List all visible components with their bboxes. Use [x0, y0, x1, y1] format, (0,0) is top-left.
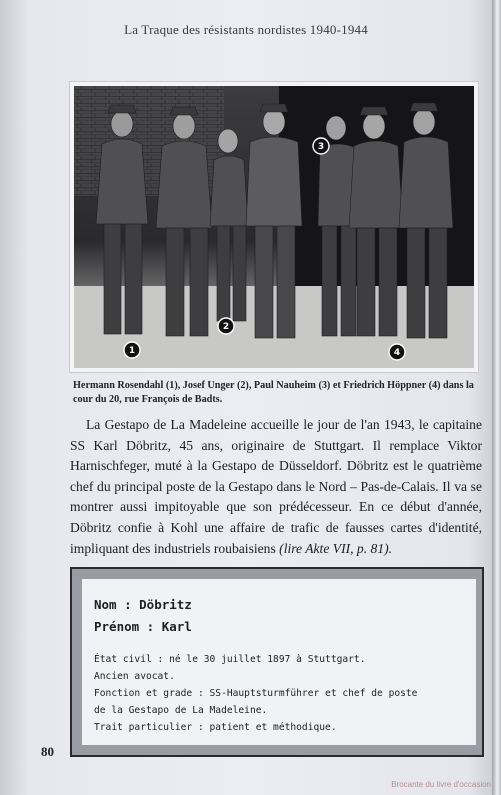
historical-photo — [70, 82, 478, 372]
card-civil-status: État civil : né le 30 juillet 1897 à Stuttgart. — [94, 654, 366, 665]
identity-card — [82, 579, 476, 745]
running-head: La Traque des résistants nordistes 1940-1944 — [124, 22, 368, 37]
group-photo-image — [74, 86, 474, 368]
page-number: 80 — [41, 744, 54, 759]
marker-4-label: 4 — [393, 348, 401, 358]
card-former-job: Ancien avocat. — [94, 671, 175, 682]
marker-1-label: 1 — [128, 346, 136, 356]
card-trait: Trait particulier : patient et méthodique. — [94, 722, 337, 733]
marker-2-label: 2 — [222, 322, 230, 332]
body-text — [70, 415, 482, 559]
identity-card-frame — [70, 567, 484, 757]
card-firstname: Prénom : Karl — [94, 619, 192, 634]
body-paragraph — [70, 415, 482, 559]
card-function-cont: de la Gestapo de La Madeleine. — [94, 705, 268, 716]
card-name: Nom : Döbritz — [94, 597, 192, 612]
photo-caption: Hermann Rosendahl (1), Josef Unger (2), Paul Nauheim (3) et Friedrich Höppner (4) dans la cour du 20, rue François de Badts. — [73, 380, 474, 405]
card-function: Fonction et grade : SS-Hauptsturmführer et chef de poste — [94, 688, 418, 699]
paragraph-text: La Gestapo de La Madeleine accueille le jour de l'an 1943, le capitaine SS Karl Döbritz, 45 ans, originaire de Stuttgart. Il remplace Viktor Harnischfeger, muté à la Gestapo de Düsseldorf. Döbritz est le quatrième chef du principal poste de la Gestapo dans le Nord – Pas-de-Calais. Il va se montrer aussi impitoyable que son prédécesseur. En ce début d'année, Döbritz confie à Kohl une affaire de trafic de fausses cartes d'identité, impliquant des industriels roubaisiens — [70, 417, 482, 556]
book-spine — [492, 0, 501, 795]
marker-3-label: 3 — [317, 142, 325, 152]
cross-reference: (lire Akte VII, p. 81). — [279, 540, 393, 556]
watermark: Brocante du livre d'occasion — [391, 780, 491, 789]
